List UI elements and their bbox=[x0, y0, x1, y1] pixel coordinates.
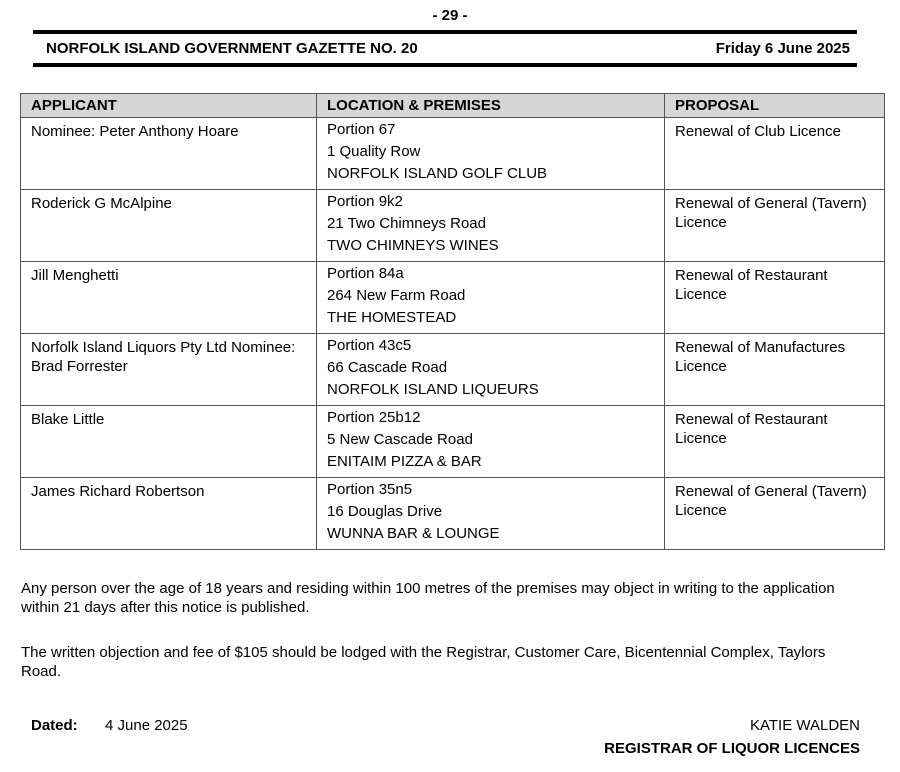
location-address: 16 Douglas Drive bbox=[327, 503, 443, 520]
location-premises: NORFOLK ISLAND LIQUEURS bbox=[327, 381, 539, 398]
location-cell bbox=[317, 190, 665, 262]
table-row bbox=[21, 478, 885, 550]
page-number: - 29 - bbox=[432, 7, 468, 24]
location-cell bbox=[317, 262, 665, 334]
location-cell bbox=[317, 478, 665, 550]
location-cell bbox=[317, 118, 665, 190]
table-row bbox=[21, 334, 885, 406]
location-portion: Portion 67 bbox=[327, 121, 396, 138]
objection-eligibility-paragraph: Any person over the age of 18 years and residing within 100 metres of the premises may object in writing to the application within 21 days after this notice is published. bbox=[21, 580, 835, 616]
column-header-applicant: APPLICANT bbox=[21, 94, 317, 118]
proposal-cell: Renewal of Manufactures Licence bbox=[665, 334, 885, 406]
applicant-cell: James Richard Robertson bbox=[21, 478, 317, 550]
applicant-cell: Roderick G McAlpine bbox=[21, 190, 317, 262]
gazette-date: Friday 6 June 2025 bbox=[715, 40, 850, 57]
location-address: 5 New Cascade Road bbox=[327, 431, 473, 448]
location-cell bbox=[317, 406, 665, 478]
location-address: 21 Two Chimneys Road bbox=[327, 215, 486, 232]
location-premises: THE HOMESTEAD bbox=[327, 309, 457, 326]
dated-label: Dated: bbox=[31, 717, 78, 734]
location-portion: Portion 9k2 bbox=[327, 193, 403, 210]
proposal-cell: Renewal of General (Tavern) Licence bbox=[665, 190, 885, 262]
dated-value: 4 June 2025 bbox=[105, 717, 188, 734]
header-top-rule bbox=[33, 30, 857, 34]
column-header-location: LOCATION & PREMISES bbox=[317, 94, 665, 118]
signer-name: KATIE WALDEN bbox=[749, 717, 860, 734]
proposal-cell: Renewal of Restaurant Licence bbox=[665, 406, 885, 478]
location-premises: TWO CHIMNEYS WINES bbox=[327, 237, 499, 254]
applicant-cell: Norfolk Island Liquors Pty Ltd Nominee: Brad Forrester bbox=[21, 334, 317, 406]
table-row bbox=[21, 406, 885, 478]
gazette-title: NORFOLK ISLAND GOVERNMENT GAZETTE NO. 20 bbox=[46, 40, 418, 57]
proposal-cell: Renewal of Restaurant Licence bbox=[665, 262, 885, 334]
location-portion: Portion 35n5 bbox=[327, 481, 413, 498]
location-address: 1 Quality Row bbox=[327, 143, 421, 160]
column-header-proposal: PROPOSAL bbox=[665, 94, 885, 118]
location-cell bbox=[317, 334, 665, 406]
location-address: 264 New Farm Road bbox=[327, 287, 466, 304]
objection-lodgement-paragraph: The written objection and fee of $105 should be lodged with the Registrar, Customer Care, Bicentennial Complex, Taylors Road. bbox=[21, 644, 826, 680]
applicant-cell: Nominee: Peter Anthony Hoare bbox=[21, 118, 317, 190]
signer-title: REGISTRAR OF LIQUOR LICENCES bbox=[604, 740, 860, 757]
location-premises: WUNNA BAR & LOUNGE bbox=[327, 525, 500, 542]
table-row bbox=[21, 190, 885, 262]
proposal-cell: Renewal of General (Tavern) Licence bbox=[665, 478, 885, 550]
location-address: 66 Cascade Road bbox=[327, 359, 448, 376]
table-header-row bbox=[21, 94, 885, 118]
header-bottom-rule bbox=[33, 63, 857, 67]
applicant-cell: Blake Little bbox=[21, 406, 317, 478]
location-portion: Portion 25b12 bbox=[327, 409, 421, 426]
table-row bbox=[21, 262, 885, 334]
location-portion: Portion 84a bbox=[327, 265, 404, 282]
location-premises: NORFOLK ISLAND GOLF CLUB bbox=[327, 165, 548, 182]
table-row bbox=[21, 118, 885, 190]
location-portion: Portion 43c5 bbox=[327, 337, 412, 354]
applicant-cell: Jill Menghetti bbox=[21, 262, 317, 334]
licence-applications-table bbox=[20, 93, 885, 550]
location-premises: ENITAIM PIZZA & BAR bbox=[327, 453, 482, 470]
proposal-cell: Renewal of Club Licence bbox=[665, 118, 885, 190]
